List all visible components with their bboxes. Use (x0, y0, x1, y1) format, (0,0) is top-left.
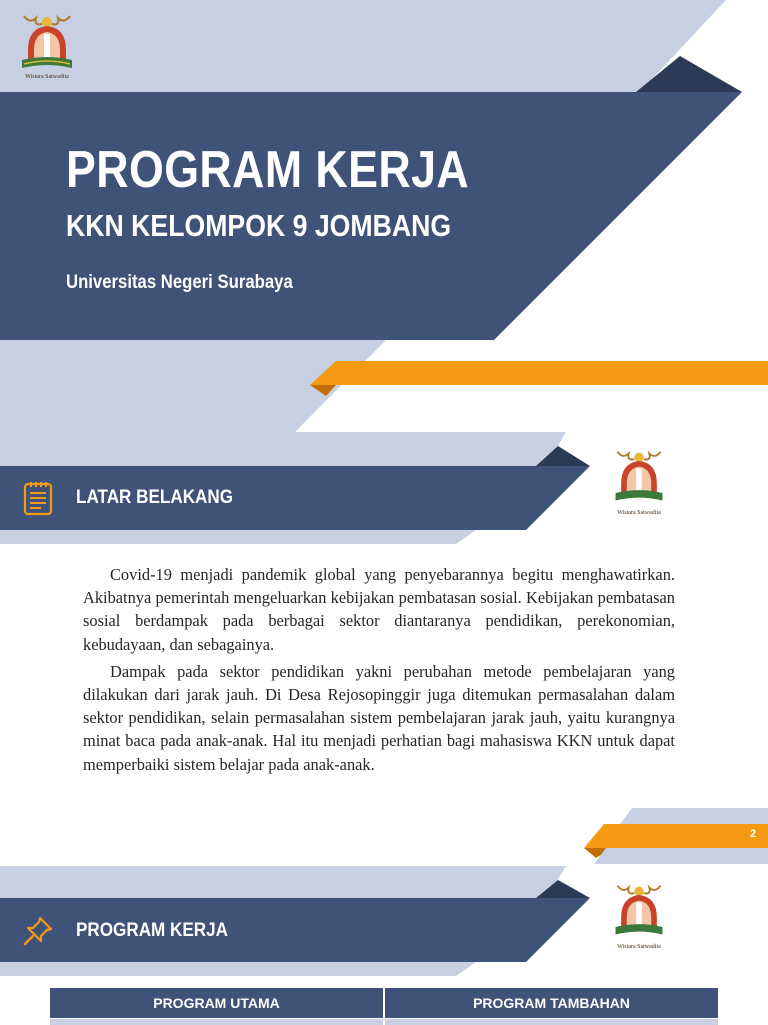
page2-orange-bar (584, 824, 768, 848)
page2-light-band-bottom (594, 848, 768, 864)
logo-section1 (606, 446, 672, 522)
section-title-program-kerja: PROGRAM KERJA (76, 920, 229, 941)
logo-top (14, 10, 80, 86)
table-header-cell: PROGRAM UTAMA (50, 988, 383, 1018)
logo-caption: Wistara Satwadita (25, 74, 69, 80)
unesa-emblem-icon (14, 10, 80, 76)
program-table-header (50, 988, 718, 1018)
institution-name: Universitas Negeri Surabaya (66, 272, 293, 293)
background-text (83, 563, 675, 780)
logo-caption: Wistara Satwadita (617, 944, 661, 950)
section1-light-underband (0, 530, 476, 544)
logo-section2 (606, 880, 672, 956)
logo-caption: Wistara Satwadita (617, 510, 661, 516)
orange-accent-bar (310, 361, 768, 385)
table-header-cell: PROGRAM TAMBAHAN (385, 988, 718, 1018)
section-title-latar-belakang: LATAR BELAKANG (76, 487, 234, 508)
unesa-emblem-icon (606, 880, 672, 942)
page2-light-band-top (620, 808, 768, 824)
table-row (50, 1019, 718, 1025)
table-cell (385, 1019, 718, 1025)
page-title: PROGRAM KERJA (66, 141, 470, 199)
page-number: 2 (750, 828, 757, 840)
pushpin-icon (22, 915, 54, 952)
background-paragraph-2: Dampak pada sektor pendidikan yakni perubahan metode pembelajaran yang dilakukan dari jarak jauh. Di Desa Rejosopinggir juga ditemukan permasalahan dalam sektor pendidikan, selain permasalahan sistem pembelajaran jarak jauh, yaitu kurangnya minat baca pada anak-anak. Hal itu menjadi perhatian bagi mahasiswa KKN untuk dapat memperbaiki sistem belajar pada anak-anak. (83, 661, 675, 774)
section2-light-underband (0, 962, 476, 976)
notepad-icon (23, 480, 53, 521)
page-subtitle: KKN KELOMPOK 9 JOMBANG (66, 208, 452, 243)
section1-light-band (0, 432, 566, 466)
section2-light-band (0, 866, 566, 898)
top-light-band (0, 0, 726, 92)
table-cell (50, 1019, 383, 1025)
unesa-emblem-icon (606, 446, 672, 508)
background-paragraph-1: Covid-19 menjadi pandemik global yang penyebarannya begitu menghawatirkan. Akibatnya pemerintah mengeluarkan kebijakan pembatasan sosial. Kebijakan pembatasan sosial berdampak pada berbagai sektor diantaranya pendidikan, perekonomian, kebudayaan, dan sebagainya. (83, 565, 675, 654)
